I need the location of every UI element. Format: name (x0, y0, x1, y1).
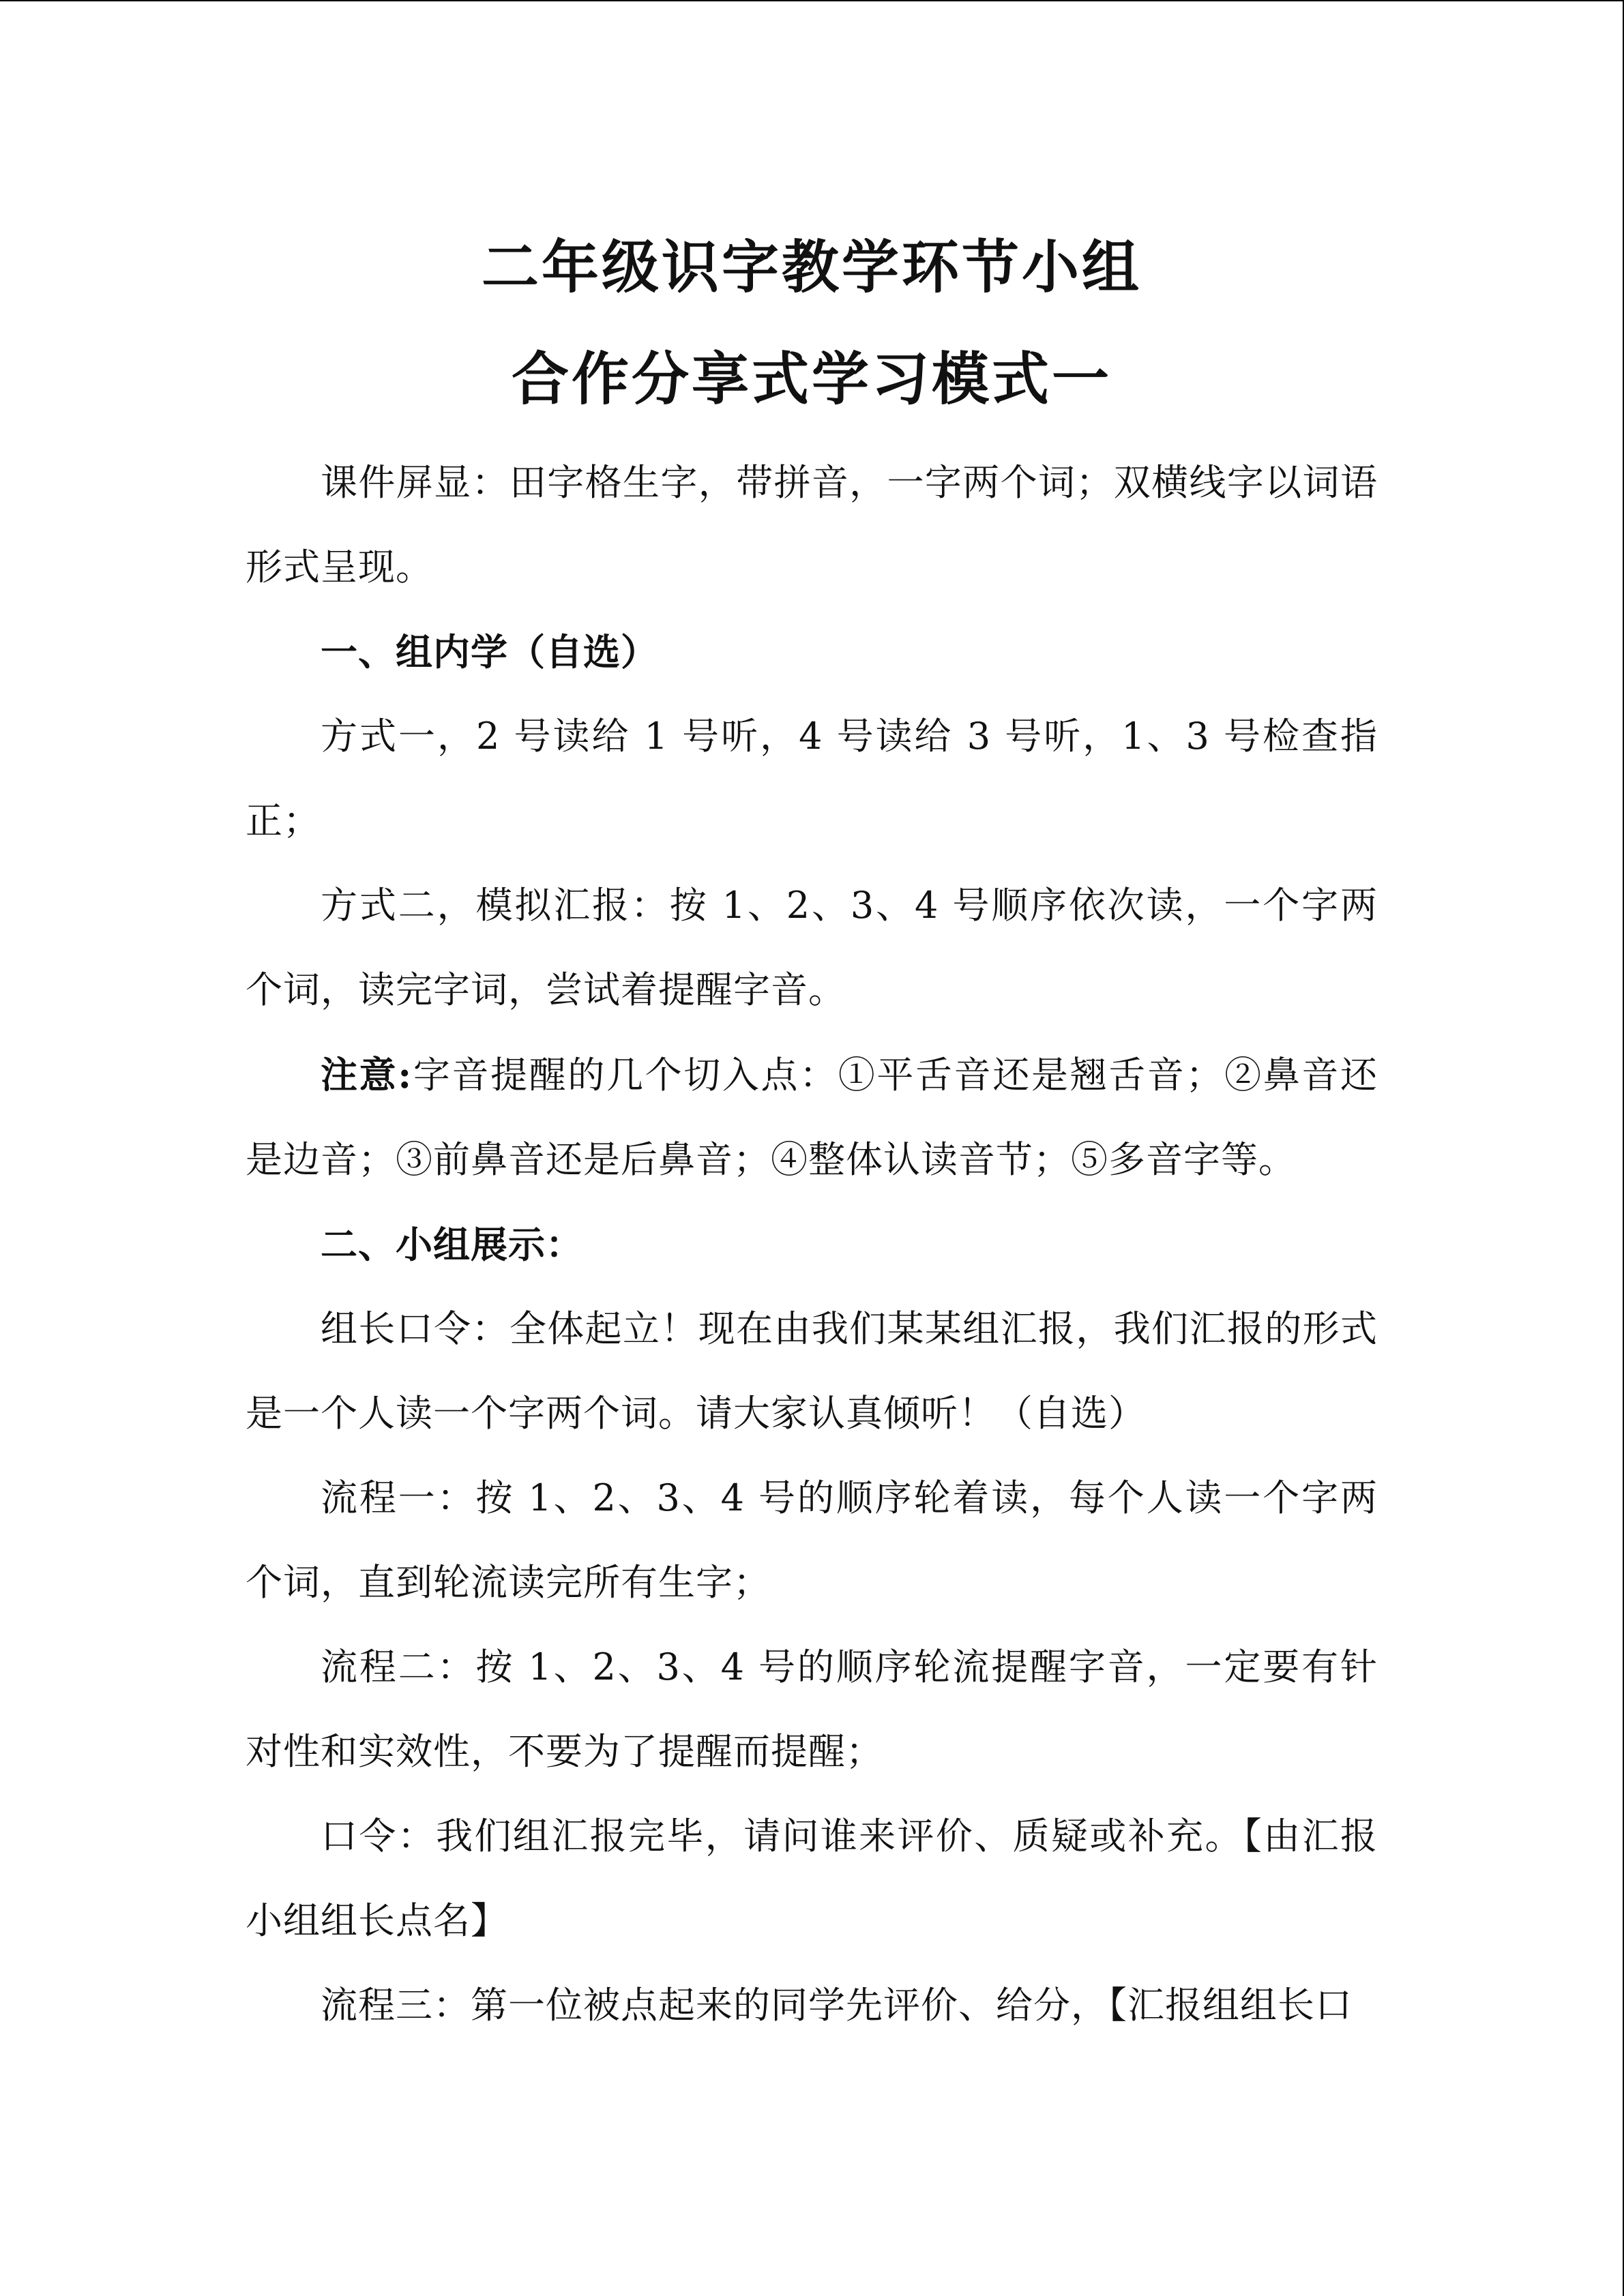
intro-paragraph: 课件屏显：田字格生字，带拼音，一字两个词；双横线字以词语形式呈现。 (246, 461, 1378, 588)
note-label: 注意: (321, 1053, 413, 1097)
flow-1-paragraph: 流程一：按 1、2、3、4 号的顺序轮着读，每个人读一个字两个词，直到轮流读完所有生字； (246, 1476, 1378, 1604)
title-line-1: 二年级识字教学环节小组 (481, 233, 1142, 301)
leader-command-paragraph: 组长口令：全体起立！现在由我们某某组汇报，我们汇报的形式是一个人读一个字两个词。请大家认真倾听！（自选） (246, 1307, 1378, 1435)
method-2-paragraph: 方式二，模拟汇报：按 1、2、3、4 号顺序依次读，一个字两个词，读完字词，尝试着提醒字音。 (246, 884, 1378, 1011)
title-line-2: 合作分享式学习模式一 (511, 345, 1112, 413)
method-1-paragraph: 方式一，2 号读给 1 号听，4 号读给 3 号听，1、3 号检查指正； (246, 715, 1378, 842)
section-2-heading: 二、小组展示： (321, 1223, 583, 1266)
note-text: 字音提醒的几个切入点：①平舌音还是翘舌音；②鼻音还是边音；③前鼻音还是后鼻音；④整体认读音节；⑤多音字等。 (246, 1054, 1378, 1181)
flow-3-paragraph: 流程三：第一位被点起来的同学先评价、给分，【汇报组组长口 (321, 1984, 1353, 2027)
flow-2-paragraph: 流程二：按 1、2、3、4 号的顺序轮流提醒字音，一定要有针对性和实效性，不要为了提醒而提醒； (246, 1645, 1378, 1773)
note-paragraph (246, 1032, 1378, 1202)
section-1-heading: 一、组内学（自选） (321, 630, 658, 674)
document-body (246, 220, 1378, 2048)
command-2-paragraph: 口令：我们组汇报完毕，请问谁来评价、质疑或补充。【由汇报小组组长点名】 (246, 1815, 1378, 1942)
